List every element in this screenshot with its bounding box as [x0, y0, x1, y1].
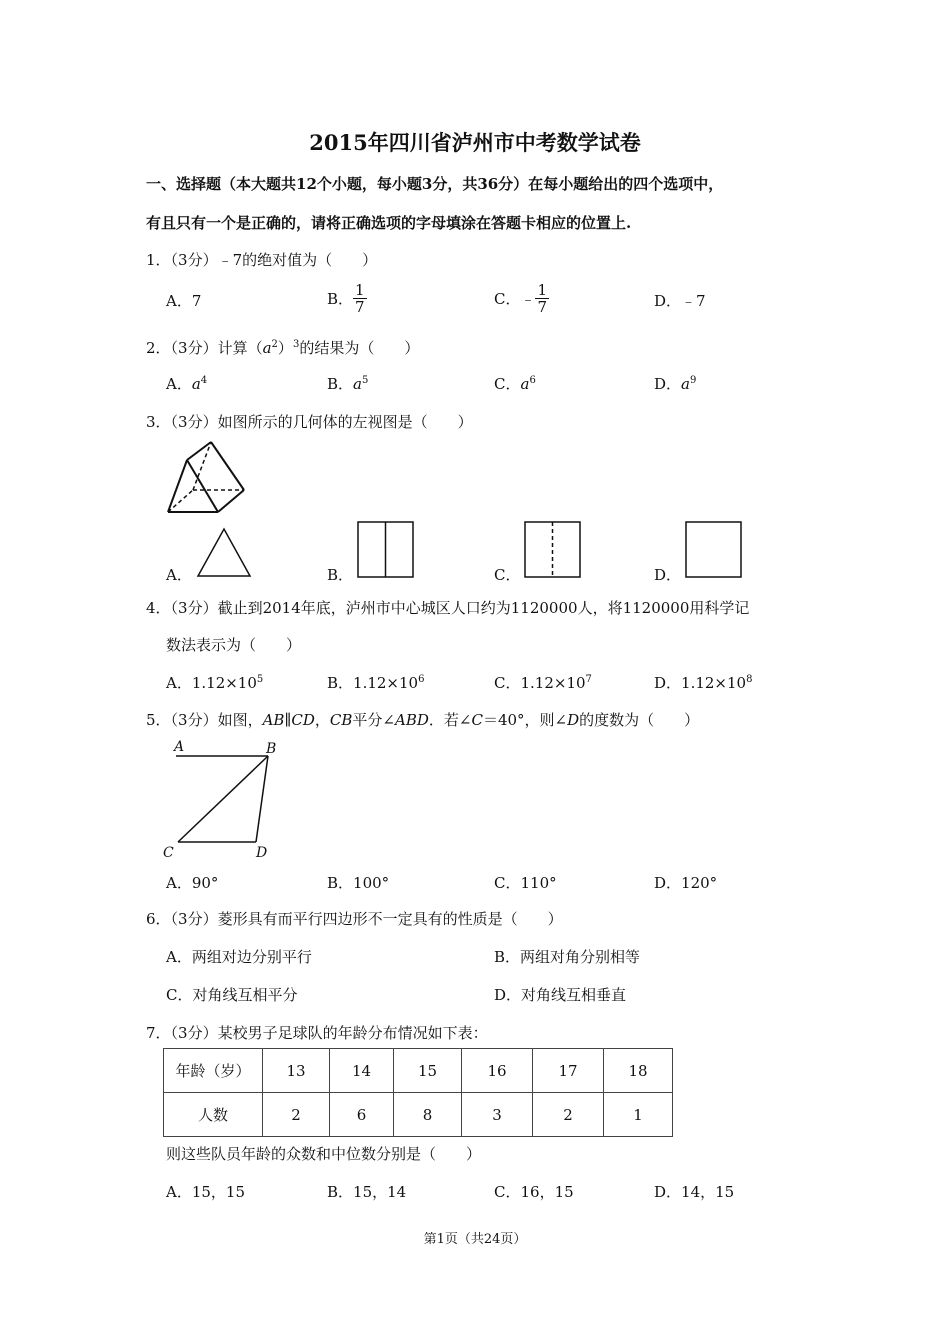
q7-follow-up: 则这些队员年龄的众数和中位数分别是（ ） — [166, 1145, 482, 1163]
q1-option-c — [494, 282, 549, 315]
q5-stem-part1: 5．（3分）如图， — [146, 711, 263, 729]
question-6-stem: 6．（3分）菱形具有而平行四边形不一定具有的性质是（ ） — [146, 910, 563, 928]
q2-a-label: A． — [166, 375, 192, 393]
section-instructions-line2: 有且只有一个是正确的，请将正确选项的字母填涂在答题卡相应的位置上. — [146, 214, 632, 232]
q3-option-c-rect-dashed — [523, 520, 583, 580]
q7-age-table — [163, 1048, 673, 1137]
q2-stem-var: a — [262, 339, 272, 357]
q5-option-b: B．100° — [327, 874, 390, 892]
q2-d-exp: 9 — [689, 375, 697, 386]
question-4-stem-line2: 数法表示为（ ） — [166, 636, 302, 654]
table-cell: 2 — [533, 1093, 604, 1137]
q1-option-d: D．﹣7 — [654, 292, 706, 310]
question-5-stem — [146, 709, 699, 730]
q1-option-b-label: B． — [327, 290, 354, 308]
q5-stem-d: D — [567, 711, 580, 729]
q6-option-b: B．两组对角分别相等 — [494, 948, 641, 966]
q2-stem-part2: ） — [277, 339, 293, 357]
q5-label-a: A — [174, 739, 185, 755]
q2-b-label: B． — [327, 375, 354, 393]
q6-option-a: A．两组对边分别平行 — [166, 948, 312, 966]
q3-option-d-square — [684, 520, 744, 580]
table-cell: 15 — [394, 1049, 462, 1093]
table-row — [164, 1049, 673, 1093]
q2-option-a — [166, 373, 207, 394]
q7-option-c: C．16，15 — [494, 1183, 574, 1201]
q4-b-exp: 6 — [418, 674, 425, 685]
q2-stem-sup1: 2 — [271, 339, 278, 350]
q2-a-var: a — [191, 375, 201, 393]
q1-option-c-fraction — [535, 282, 549, 315]
q2-b-var: a — [353, 375, 362, 393]
table-cell: 18 — [604, 1049, 673, 1093]
q2-d-var: a — [681, 375, 690, 393]
table-cell: 14 — [330, 1049, 394, 1093]
q2-c-label: C． — [494, 375, 521, 393]
q6-option-c: C．对角线互相平分 — [166, 986, 298, 1004]
q2-stem-sup2: 3 — [292, 339, 300, 350]
q1-c-numerator: 1 — [537, 281, 548, 299]
table-cell: 2 — [263, 1093, 330, 1137]
question-4-stem-line1: 4．（3分）截止到2014年底，泸州市中心城区人口约为1120000人，将1120000用科学记 — [146, 599, 750, 617]
q2-c-var: a — [520, 375, 530, 393]
q4-option-d — [654, 672, 752, 693]
table-cell: 13 — [263, 1049, 330, 1093]
page-title: 2015年四川省泸州市中考数学试卷 — [309, 130, 641, 155]
q1-b-numerator: 1 — [355, 281, 365, 299]
q4-a-exp: 5 — [256, 674, 264, 685]
q7-option-b: B．15，14 — [327, 1183, 407, 1201]
question-7-stem: 7．（3分）某校男子足球队的年龄分布情况如下表： — [146, 1024, 488, 1042]
q5-stem-cb: CB — [329, 711, 353, 729]
q4-b-base: B．1.12×10 — [327, 674, 419, 692]
q4-option-c — [494, 672, 592, 693]
q6-option-d: D．对角线互相垂直 — [494, 986, 627, 1004]
q2-option-d — [654, 373, 696, 394]
q3-option-b: B． — [327, 566, 354, 584]
question-1-stem: 1．（3分）﹣7的绝对值为（ ） — [146, 251, 378, 269]
q5-stem-part2: ， — [314, 711, 330, 729]
q5-label-b: B — [266, 741, 277, 757]
q3-option-c: C． — [494, 566, 521, 584]
table-cell: 人数 — [164, 1093, 263, 1137]
q5-label-d: D — [256, 845, 268, 861]
q5-stem-part5: ＝40°，则∠ — [482, 711, 568, 729]
q5-stem-part4: ．若∠ — [428, 711, 472, 729]
q5-stem-part6: 的度数为（ ） — [579, 711, 700, 729]
table-cell: 8 — [394, 1093, 462, 1137]
q5-geometry-figure — [160, 738, 280, 862]
q5-option-c: C．110° — [494, 874, 557, 892]
question-2-stem — [146, 337, 419, 358]
q7-option-d: D．14，15 — [654, 1183, 735, 1201]
q1-option-c-label: C．﹣ — [494, 290, 536, 308]
q4-d-base: D．1.12×10 — [654, 674, 747, 692]
q3-prism-figure — [165, 440, 255, 515]
q1-option-a: A．7 — [166, 292, 202, 310]
page-footer: 第1页（共24页） — [423, 1232, 527, 1247]
table-cell: 16 — [462, 1049, 533, 1093]
q2-a-exp: 4 — [200, 375, 208, 386]
q2-d-label: D． — [654, 375, 682, 393]
q3-option-a-triangle — [195, 526, 253, 578]
q1-b-denominator: 7 — [355, 298, 365, 316]
q5-stem-cd: CD — [291, 711, 315, 729]
q4-a-base: A．1.12×10 — [166, 674, 257, 692]
q4-c-base: C．1.12×10 — [494, 674, 586, 692]
q2-option-c — [494, 373, 536, 394]
table-cell: 6 — [330, 1093, 394, 1137]
q2-stem-part3: 的结果为（ ） — [299, 339, 420, 357]
q3-option-b-rect-solid — [356, 520, 416, 580]
q1-option-b-fraction — [353, 282, 367, 315]
table-cell: 17 — [533, 1049, 604, 1093]
q5-stem-c: C — [471, 711, 483, 729]
q2-b-exp: 5 — [361, 375, 369, 386]
q4-option-b — [327, 672, 424, 693]
q5-option-d: D．120° — [654, 874, 718, 892]
section-instructions-line1: 一、选择题（本大题共12个小题，每小题3分，共36分）在每小题给出的四个选项中， — [146, 175, 724, 193]
q3-option-d: D． — [654, 566, 682, 584]
q4-d-exp: 8 — [746, 674, 753, 685]
q4-c-exp: 7 — [585, 674, 592, 685]
q3-option-a: A． — [166, 566, 192, 584]
q4-option-a — [166, 672, 263, 693]
table-cell: 1 — [604, 1093, 673, 1137]
table-cell: 3 — [462, 1093, 533, 1137]
q5-stem-abd: ABD — [395, 711, 429, 729]
q2-c-exp: 6 — [529, 375, 536, 386]
q1-option-b — [327, 282, 367, 315]
q5-stem-parallel: ∥ — [284, 711, 292, 729]
q5-option-a: A．90° — [166, 874, 219, 892]
question-3-stem: 3．（3分）如图所示的几何体的左视图是（ ） — [146, 413, 473, 431]
q7-option-a: A．15，15 — [166, 1183, 246, 1201]
table-row — [164, 1093, 673, 1137]
q5-stem-ab: AB — [262, 711, 285, 729]
q5-stem-part3: 平分∠ — [352, 711, 395, 729]
table-cell: 年龄（岁） — [164, 1049, 263, 1093]
q1-c-denominator: 7 — [537, 298, 548, 316]
q2-stem-part1: 2．（3分）计算（ — [146, 339, 263, 357]
q2-option-b — [327, 373, 368, 394]
q5-label-c: C — [163, 845, 174, 861]
